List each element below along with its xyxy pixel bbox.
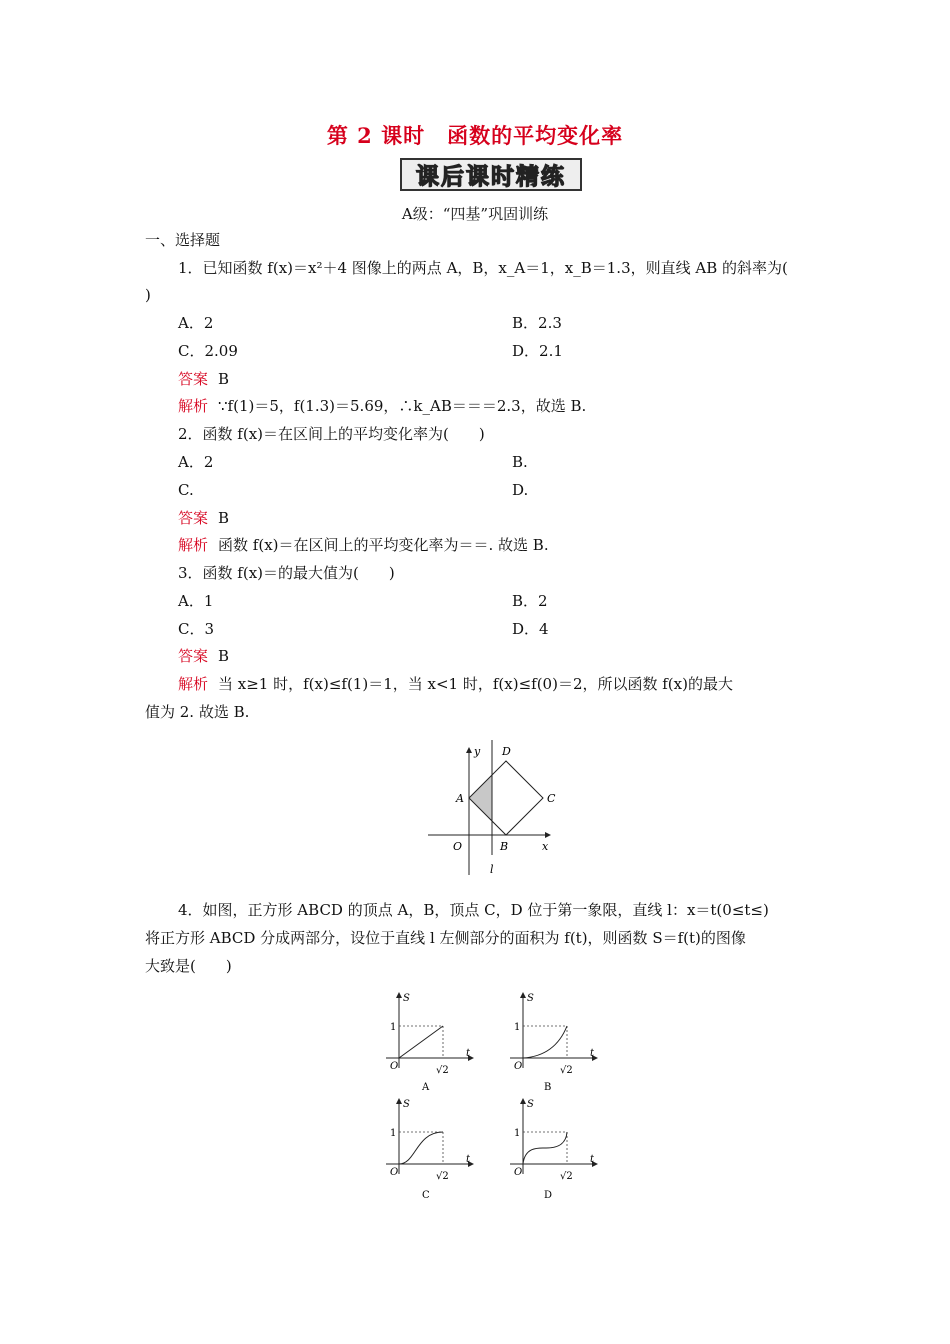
graph-option-d xyxy=(500,1094,610,1204)
s-arrow xyxy=(396,992,402,998)
q3-option-b: B．2 xyxy=(512,592,548,610)
graph-option-a xyxy=(376,988,486,1098)
label-sqrt2: √2 xyxy=(436,1171,449,1182)
label-one: 1 xyxy=(514,1128,521,1139)
label-b: B xyxy=(500,840,509,853)
label-one: 1 xyxy=(390,1022,397,1033)
q3-option-c: C．3 xyxy=(178,620,215,638)
curve xyxy=(399,1026,443,1058)
banner-text: 课后课时精练 xyxy=(416,163,566,190)
analysis-label: 解析 xyxy=(178,397,209,415)
label-o: O xyxy=(453,840,463,853)
q1-option-a: A．2 xyxy=(178,314,214,332)
question-4-text-cont2: 大致是( ) xyxy=(145,957,232,975)
question-2-text: 2．函数 f(x)＝在区间上的平均变化率为( ) xyxy=(178,425,485,443)
label-s: S xyxy=(403,1099,410,1110)
label-t: t xyxy=(590,1048,595,1059)
q1-option-c: C．2.09 xyxy=(178,342,238,360)
option-name: B xyxy=(544,1082,552,1093)
s-arrow xyxy=(520,992,526,998)
question-1-text: 1．已知函数 f(x)＝x²＋4 图像上的两点 A，B，x_A＝1，x_B＝1.3，则直线 AB 的斜率为( xyxy=(178,259,788,277)
analysis-label: 解析 xyxy=(178,536,209,554)
section-banner xyxy=(400,158,582,191)
label-o: O xyxy=(390,1167,399,1178)
graph-option-c xyxy=(376,1094,486,1204)
section-heading: 一、选择题 xyxy=(145,231,221,249)
q2-option-b: B. xyxy=(512,453,528,471)
q1-option-b: B．2.3 xyxy=(512,314,562,332)
option-name: A xyxy=(422,1082,430,1093)
label-s: S xyxy=(403,993,410,1004)
label-s: S xyxy=(527,993,534,1004)
answer-value: B xyxy=(218,370,230,388)
label-sqrt2: √2 xyxy=(560,1065,573,1076)
square-figure xyxy=(420,735,560,880)
q2-analysis xyxy=(178,535,549,555)
label-t: t xyxy=(466,1048,471,1059)
x-arrow xyxy=(545,832,551,838)
curve xyxy=(523,1132,567,1164)
analysis-label: 解析 xyxy=(178,675,209,693)
label-y: y xyxy=(474,745,481,758)
question-1-text-cont: ) xyxy=(145,286,151,304)
lesson-title: 第 2 课时 函数的平均变化率 xyxy=(326,123,624,148)
s-arrow xyxy=(520,1098,526,1104)
q3-answer xyxy=(178,646,229,666)
q2-option-c: C. xyxy=(178,481,194,499)
analysis-text: 函数 f(x)＝在区间上的平均变化率为＝＝. 故选 B. xyxy=(218,536,549,554)
option-name: D xyxy=(544,1190,553,1201)
answer-label: 答案 xyxy=(178,370,209,388)
q3-option-d: D．4 xyxy=(512,620,549,638)
q3-analysis xyxy=(178,674,733,694)
graph-option-b xyxy=(500,988,610,1098)
label-t: t xyxy=(590,1154,595,1165)
label-a: A xyxy=(456,792,464,805)
question-4-text-cont: 将正方形 ABCD 分成两部分，设位于直线 l 左侧部分的面积为 f(t)，则函数 S＝f(t)的图像 xyxy=(145,929,746,947)
q2-option-a: A．2 xyxy=(178,453,214,471)
label-sqrt2: √2 xyxy=(560,1171,573,1182)
answer-label: 答案 xyxy=(178,509,209,527)
q2-answer xyxy=(178,508,229,528)
analysis-text: 当 x≥1 时，f(x)≤f(1)＝1，当 x<1 时，f(x)≤f(0)＝2，所以函数 f(x)的最大 xyxy=(218,675,733,693)
label-o: O xyxy=(390,1061,399,1072)
label-s: S xyxy=(527,1099,534,1110)
curve xyxy=(523,1026,567,1058)
label-l: l xyxy=(490,863,494,876)
curve xyxy=(399,1132,443,1164)
label-o: O xyxy=(514,1061,523,1072)
question-4-text: 4．如图，正方形 ABCD 的顶点 A，B，顶点 C，D 位于第一象限，直线 l：x＝t(0≤t≤) xyxy=(178,901,769,919)
level-heading: A级：“四基”巩固训练 xyxy=(401,205,549,223)
shaded-region xyxy=(469,775,492,821)
q3-option-a: A．1 xyxy=(178,592,214,610)
label-one: 1 xyxy=(390,1128,397,1139)
answer-value: B xyxy=(218,509,230,527)
q2-option-d: D. xyxy=(512,481,529,499)
q1-analysis xyxy=(178,396,586,416)
label-sqrt2: √2 xyxy=(436,1065,449,1076)
q1-option-d: D．2.1 xyxy=(512,342,563,360)
label-o: O xyxy=(514,1167,523,1178)
s-arrow xyxy=(396,1098,402,1104)
label-d: D xyxy=(502,745,511,758)
q3-analysis-cont: 值为 2. 故选 B. xyxy=(145,703,250,721)
analysis-text: ∵f(1)＝5，f(1.3)＝5.69，∴k_AB＝＝＝2.3，故选 B. xyxy=(218,397,587,415)
label-t: t xyxy=(466,1154,471,1165)
label-one: 1 xyxy=(514,1022,521,1033)
answer-label: 答案 xyxy=(178,647,209,665)
question-3-text: 3．函数 f(x)＝的最大值为( ) xyxy=(178,564,395,582)
y-arrow xyxy=(466,747,472,753)
answer-value: B xyxy=(218,647,230,665)
label-x: x xyxy=(542,840,549,853)
option-name: C xyxy=(422,1190,430,1201)
label-c: C xyxy=(547,792,556,805)
q1-answer xyxy=(178,369,229,389)
